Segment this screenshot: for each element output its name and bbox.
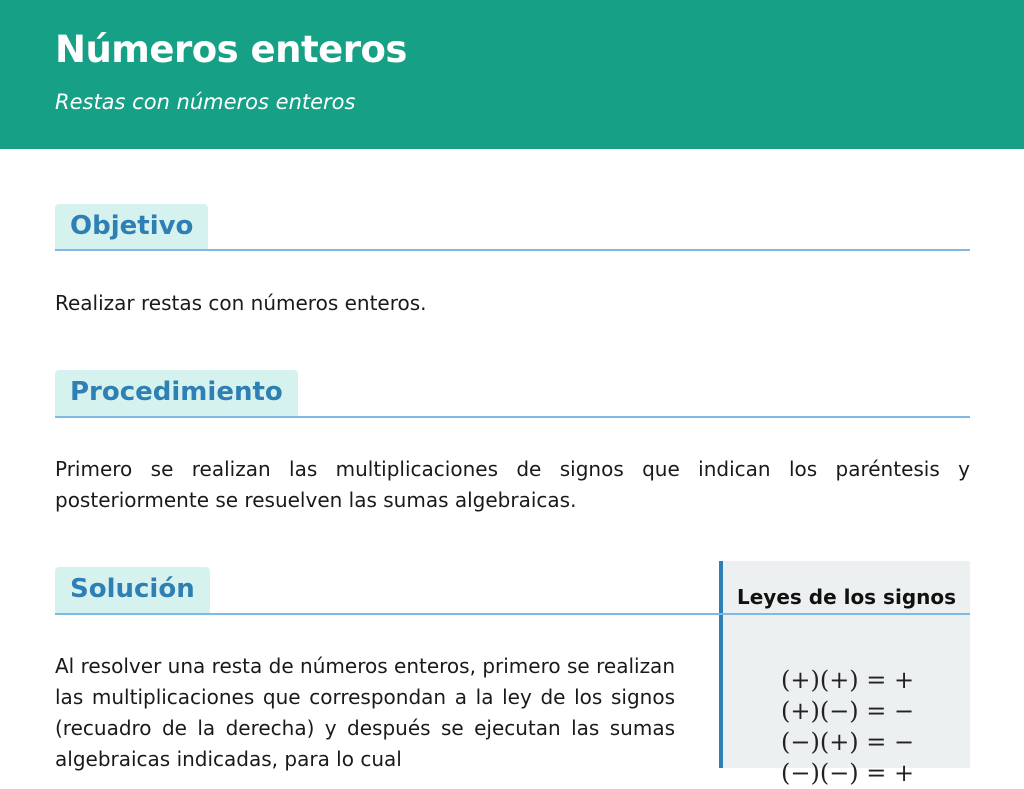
procedure-text: Primero se realizan las multiplicaciones de signos que indican los paréntesis y posteriormente se resuelven las sumas algebraicas. <box>55 457 970 512</box>
page-subtitle: Restas con números enteros <box>55 90 356 114</box>
sign-law: (+)(+) = + <box>781 666 915 694</box>
sign-laws-title: Leyes de los signos <box>736 585 957 609</box>
section-heading-solucion: Solución <box>55 567 210 614</box>
sign-laws-box <box>719 561 970 787</box>
section-divider <box>55 416 970 418</box>
sign-laws-list <box>781 665 914 789</box>
section-heading-objetivo: Objetivo <box>55 204 208 251</box>
page-title: Números enteros <box>55 28 407 71</box>
objective-text: Realizar restas con números enteros. <box>55 291 427 315</box>
sign-law: (−)(+) = − <box>781 728 915 756</box>
sign-law: (+)(−) = − <box>781 697 915 725</box>
section-heading-procedimiento: Procedimiento <box>55 370 298 417</box>
solution-text: Al resolver una resta de números enteros, primero se realizan las multiplicaciones que correspondan a la ley de los signos (recuadro de la derecha) y después se ejecutan las sumas algebraicas indicadas, para lo cual <box>55 654 675 771</box>
page-header <box>0 0 1024 149</box>
sign-law: (−)(−) = + <box>781 759 915 787</box>
section-divider <box>55 249 970 251</box>
section-divider <box>55 613 970 615</box>
